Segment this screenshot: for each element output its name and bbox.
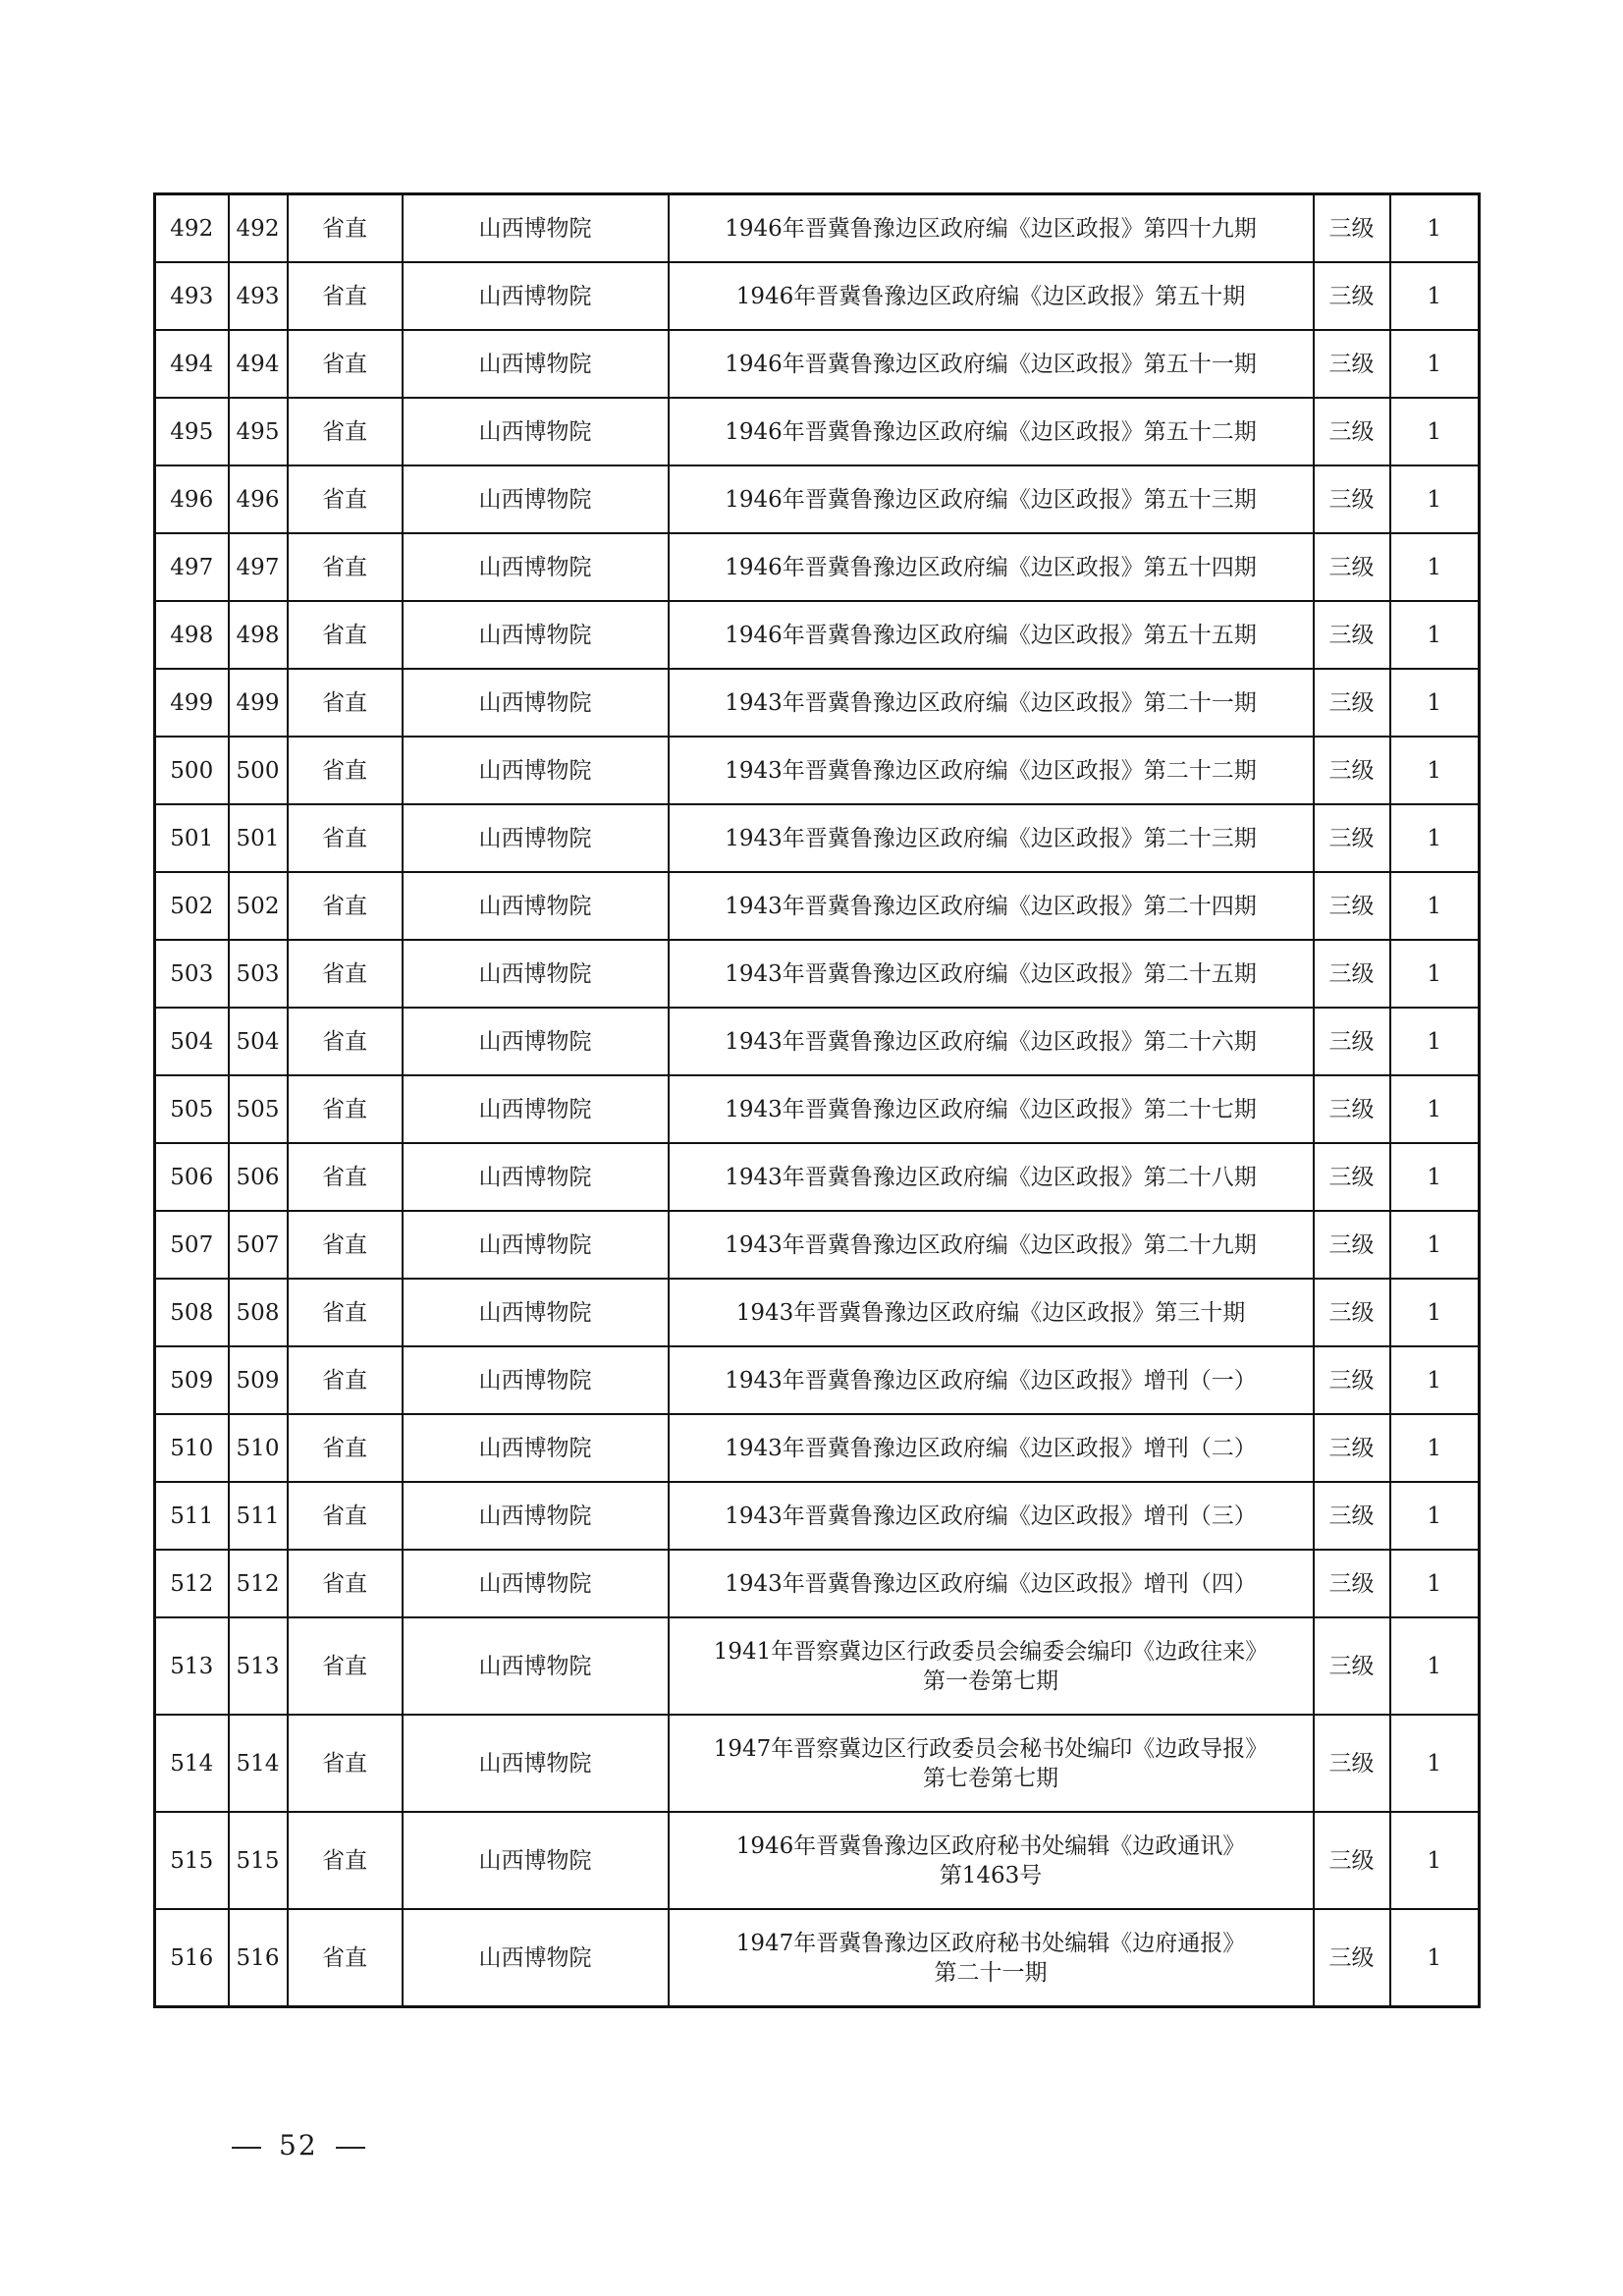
table-row (155, 1211, 1480, 1279)
cell-level: 省直 (288, 194, 403, 263)
cell-number: 493 (229, 262, 288, 330)
cell-count: 1 (1390, 1008, 1480, 1075)
title-line: 第1463号 (939, 1862, 1043, 1888)
title-line: 1946年晋冀鲁豫边区政府秘书处编辑《边政通讯》 (735, 1832, 1246, 1859)
cell-number: 516 (229, 1909, 288, 2007)
cell-grade: 三级 (1314, 398, 1390, 465)
cell-number: 505 (229, 1075, 288, 1143)
cell-grade: 三级 (1314, 1414, 1390, 1482)
cell-grade: 三级 (1314, 194, 1390, 263)
cell-title (669, 533, 1314, 601)
title-line: 1943年晋冀鲁豫边区政府编《边区政报》第二十二期 (725, 757, 1257, 784)
page-number: 52 (279, 2129, 318, 2161)
cell-title (669, 601, 1314, 669)
cell-title (669, 1279, 1314, 1346)
cell-count: 1 (1390, 1346, 1480, 1414)
cell-number: 499 (229, 669, 288, 737)
cell-count: 1 (1390, 1617, 1480, 1715)
cell-number: 495 (229, 398, 288, 465)
cell-grade: 三级 (1314, 1909, 1390, 2007)
cell-count: 1 (1390, 1075, 1480, 1143)
title-line: 第七卷第七期 (923, 1765, 1058, 1791)
page-footer (232, 2129, 365, 2162)
title-line: 1943年晋冀鲁豫边区政府编《边区政报》第二十六期 (725, 1028, 1257, 1055)
cell-title (669, 804, 1314, 872)
cell-seq: 516 (155, 1909, 229, 2007)
cell-count: 1 (1390, 940, 1480, 1008)
footer-dash-right (336, 2147, 365, 2149)
cell-title (669, 1211, 1314, 1279)
cell-number: 513 (229, 1617, 288, 1715)
cell-unit: 山西博物院 (403, 262, 669, 330)
cell-title (669, 1550, 1314, 1617)
cell-seq: 498 (155, 601, 229, 669)
cell-level: 省直 (288, 1812, 403, 1909)
cell-number: 506 (229, 1143, 288, 1211)
table-row (155, 194, 1480, 263)
cell-grade: 三级 (1314, 872, 1390, 940)
title-line: 1947年晋冀鲁豫边区政府秘书处编辑《边府通报》 (735, 1930, 1246, 1956)
cell-unit: 山西博物院 (403, 1414, 669, 1482)
cell-seq: 508 (155, 1279, 229, 1346)
table-row (155, 1075, 1480, 1143)
cell-title (669, 1812, 1314, 1909)
title-line: 1943年晋冀鲁豫边区政府编《边区政报》第二十五期 (725, 960, 1257, 987)
cell-level: 省直 (288, 1414, 403, 1482)
cell-unit: 山西博物院 (403, 1008, 669, 1075)
cell-grade: 三级 (1314, 1075, 1390, 1143)
cell-count: 1 (1390, 1279, 1480, 1346)
cell-seq: 492 (155, 194, 229, 263)
cell-unit: 山西博物院 (403, 194, 669, 263)
cell-number: 507 (229, 1211, 288, 1279)
cell-title (669, 465, 1314, 533)
table-row (155, 940, 1480, 1008)
table-row (155, 398, 1480, 465)
cell-unit: 山西博物院 (403, 1812, 669, 1909)
cell-level: 省直 (288, 601, 403, 669)
table-row (155, 669, 1480, 737)
title-line: 1943年晋冀鲁豫边区政府编《边区政报》增刊（三） (725, 1503, 1257, 1529)
title-line: 1943年晋冀鲁豫边区政府编《边区政报》增刊（二） (725, 1435, 1257, 1461)
cell-level: 省直 (288, 1346, 403, 1414)
cell-unit: 山西博物院 (403, 1143, 669, 1211)
cell-seq: 510 (155, 1414, 229, 1482)
cell-number: 500 (229, 737, 288, 804)
cell-count: 1 (1390, 872, 1480, 940)
title-line: 1947年晋察冀边区行政委员会秘书处编印《边政导报》 (713, 1735, 1269, 1762)
cell-unit: 山西博物院 (403, 669, 669, 737)
title-line: 1943年晋冀鲁豫边区政府编《边区政报》第二十七期 (725, 1096, 1257, 1122)
table-row (155, 1008, 1480, 1075)
table-row (155, 1550, 1480, 1617)
cell-grade: 三级 (1314, 669, 1390, 737)
cell-seq: 512 (155, 1550, 229, 1617)
cell-grade: 三级 (1314, 1482, 1390, 1550)
table-row (155, 1617, 1480, 1715)
title-line: 1946年晋冀鲁豫边区政府编《边区政报》第五十一期 (725, 351, 1257, 377)
table-row (155, 1279, 1480, 1346)
cell-count: 1 (1390, 669, 1480, 737)
cell-grade: 三级 (1314, 1812, 1390, 1909)
cell-seq: 499 (155, 669, 229, 737)
cell-seq: 496 (155, 465, 229, 533)
title-line: 1941年晋察冀边区行政委员会编委会编印《边政往来》 (713, 1638, 1269, 1665)
cell-seq: 493 (155, 262, 229, 330)
cell-number: 503 (229, 940, 288, 1008)
cell-title (669, 1143, 1314, 1211)
table-row (155, 330, 1480, 398)
cell-unit: 山西博物院 (403, 1617, 669, 1715)
cell-count: 1 (1390, 1414, 1480, 1482)
cell-number: 512 (229, 1550, 288, 1617)
table-row (155, 1715, 1480, 1812)
cell-count: 1 (1390, 804, 1480, 872)
title-line: 1943年晋冀鲁豫边区政府编《边区政报》第二十八期 (725, 1164, 1257, 1190)
cell-grade: 三级 (1314, 262, 1390, 330)
cell-grade: 三级 (1314, 465, 1390, 533)
cell-unit: 山西博物院 (403, 330, 669, 398)
cell-level: 省直 (288, 330, 403, 398)
cell-unit: 山西博物院 (403, 1909, 669, 2007)
cell-seq: 515 (155, 1812, 229, 1909)
cell-grade: 三级 (1314, 330, 1390, 398)
cell-number: 514 (229, 1715, 288, 1812)
cell-title (669, 1715, 1314, 1812)
cell-number: 501 (229, 804, 288, 872)
relic-table (153, 192, 1481, 2008)
table-body (155, 194, 1480, 2007)
cell-seq: 507 (155, 1211, 229, 1279)
cell-title (669, 940, 1314, 1008)
cell-count: 1 (1390, 330, 1480, 398)
cell-grade: 三级 (1314, 1143, 1390, 1211)
title-line: 1946年晋冀鲁豫边区政府编《边区政报》第五十三期 (725, 486, 1257, 513)
table-row (155, 1346, 1480, 1414)
table-row (155, 533, 1480, 601)
title-line: 1946年晋冀鲁豫边区政府编《边区政报》第五十期 (735, 283, 1246, 309)
cell-level: 省直 (288, 398, 403, 465)
cell-level: 省直 (288, 1279, 403, 1346)
cell-count: 1 (1390, 1715, 1480, 1812)
cell-number: 511 (229, 1482, 288, 1550)
cell-level: 省直 (288, 1008, 403, 1075)
cell-unit: 山西博物院 (403, 1715, 669, 1812)
cell-unit: 山西博物院 (403, 940, 669, 1008)
cell-seq: 502 (155, 872, 229, 940)
cell-count: 1 (1390, 262, 1480, 330)
cell-grade: 三级 (1314, 1715, 1390, 1812)
cell-level: 省直 (288, 1909, 403, 2007)
cell-level: 省直 (288, 872, 403, 940)
cell-number: 515 (229, 1812, 288, 1909)
cell-grade: 三级 (1314, 1211, 1390, 1279)
cell-grade: 三级 (1314, 940, 1390, 1008)
cell-unit: 山西博物院 (403, 737, 669, 804)
cell-grade: 三级 (1314, 1346, 1390, 1414)
cell-number: 509 (229, 1346, 288, 1414)
cell-level: 省直 (288, 533, 403, 601)
table-row (155, 262, 1480, 330)
cell-unit: 山西博物院 (403, 533, 669, 601)
cell-grade: 三级 (1314, 737, 1390, 804)
cell-unit: 山西博物院 (403, 804, 669, 872)
cell-level: 省直 (288, 737, 403, 804)
cell-seq: 495 (155, 398, 229, 465)
cell-grade: 三级 (1314, 1550, 1390, 1617)
cell-title (669, 330, 1314, 398)
cell-seq: 509 (155, 1346, 229, 1414)
cell-unit: 山西博物院 (403, 872, 669, 940)
cell-count: 1 (1390, 1909, 1480, 2007)
table-row (155, 737, 1480, 804)
table-row (155, 1812, 1480, 1909)
cell-level: 省直 (288, 1143, 403, 1211)
cell-level: 省直 (288, 940, 403, 1008)
cell-unit: 山西博物院 (403, 1346, 669, 1414)
cell-level: 省直 (288, 1715, 403, 1812)
cell-seq: 513 (155, 1617, 229, 1715)
title-line: 1943年晋冀鲁豫边区政府编《边区政报》增刊（四） (725, 1570, 1257, 1597)
table-row (155, 1482, 1480, 1550)
title-line: 1943年晋冀鲁豫边区政府编《边区政报》增刊（一） (725, 1367, 1257, 1394)
cell-level: 省直 (288, 669, 403, 737)
cell-count: 1 (1390, 1211, 1480, 1279)
title-line: 1943年晋冀鲁豫边区政府编《边区政报》第二十三期 (725, 825, 1257, 851)
table-row (155, 465, 1480, 533)
cell-seq: 505 (155, 1075, 229, 1143)
cell-level: 省直 (288, 1211, 403, 1279)
cell-seq: 501 (155, 804, 229, 872)
cell-level: 省直 (288, 1482, 403, 1550)
cell-number: 508 (229, 1279, 288, 1346)
cell-level: 省直 (288, 1075, 403, 1143)
cell-title (669, 398, 1314, 465)
title-line: 第二十一期 (934, 1959, 1048, 1986)
cell-number: 498 (229, 601, 288, 669)
cell-title (669, 1617, 1314, 1715)
cell-unit: 山西博物院 (403, 1482, 669, 1550)
cell-seq: 497 (155, 533, 229, 601)
title-line: 1943年晋冀鲁豫边区政府编《边区政报》第二十九期 (725, 1231, 1257, 1258)
cell-number: 510 (229, 1414, 288, 1482)
cell-level: 省直 (288, 465, 403, 533)
cell-grade: 三级 (1314, 1617, 1390, 1715)
title-line: 第一卷第七期 (923, 1667, 1058, 1694)
cell-count: 1 (1390, 533, 1480, 601)
title-line: 1946年晋冀鲁豫边区政府编《边区政报》第五十五期 (725, 622, 1257, 648)
cell-title (669, 872, 1314, 940)
cell-unit: 山西博物院 (403, 601, 669, 669)
cell-count: 1 (1390, 1482, 1480, 1550)
cell-number: 502 (229, 872, 288, 940)
cell-title (669, 669, 1314, 737)
cell-seq: 511 (155, 1482, 229, 1550)
title-line: 1946年晋冀鲁豫边区政府编《边区政报》第四十九期 (725, 215, 1257, 242)
cell-count: 1 (1390, 398, 1480, 465)
cell-number: 494 (229, 330, 288, 398)
cell-grade: 三级 (1314, 601, 1390, 669)
cell-seq: 494 (155, 330, 229, 398)
cell-count: 1 (1390, 1143, 1480, 1211)
title-line: 1946年晋冀鲁豫边区政府编《边区政报》第五十二期 (725, 418, 1257, 445)
cell-level: 省直 (288, 262, 403, 330)
cell-count: 1 (1390, 737, 1480, 804)
table-row (155, 804, 1480, 872)
table-row (155, 1909, 1480, 2007)
cell-title (669, 737, 1314, 804)
title-line: 1946年晋冀鲁豫边区政府编《边区政报》第五十四期 (725, 554, 1257, 580)
cell-title (669, 194, 1314, 263)
cell-unit: 山西博物院 (403, 1550, 669, 1617)
cell-count: 1 (1390, 194, 1480, 263)
cell-count: 1 (1390, 465, 1480, 533)
cell-unit: 山西博物院 (403, 1075, 669, 1143)
cell-number: 497 (229, 533, 288, 601)
cell-grade: 三级 (1314, 1279, 1390, 1346)
footer-dash-left (232, 2147, 261, 2149)
cell-title (669, 1075, 1314, 1143)
cell-level: 省直 (288, 804, 403, 872)
cell-title (669, 1008, 1314, 1075)
title-line: 1943年晋冀鲁豫边区政府编《边区政报》第二十四期 (725, 893, 1257, 919)
cell-seq: 506 (155, 1143, 229, 1211)
cell-level: 省直 (288, 1617, 403, 1715)
cell-seq: 500 (155, 737, 229, 804)
cell-unit: 山西博物院 (403, 465, 669, 533)
cell-title (669, 1346, 1314, 1414)
cell-grade: 三级 (1314, 804, 1390, 872)
cell-level: 省直 (288, 1550, 403, 1617)
cell-number: 496 (229, 465, 288, 533)
cell-seq: 514 (155, 1715, 229, 1812)
cell-grade: 三级 (1314, 1008, 1390, 1075)
cell-count: 1 (1390, 601, 1480, 669)
title-line: 1943年晋冀鲁豫边区政府编《边区政报》第三十期 (735, 1299, 1246, 1326)
cell-number: 492 (229, 194, 288, 263)
table-row (155, 872, 1480, 940)
cell-grade: 三级 (1314, 533, 1390, 601)
cell-seq: 503 (155, 940, 229, 1008)
cell-count: 1 (1390, 1812, 1480, 1909)
cell-seq: 504 (155, 1008, 229, 1075)
cell-unit: 山西博物院 (403, 1211, 669, 1279)
table-row (155, 601, 1480, 669)
cell-title (669, 1414, 1314, 1482)
cell-title (669, 1909, 1314, 2007)
cell-number: 504 (229, 1008, 288, 1075)
cell-unit: 山西博物院 (403, 398, 669, 465)
title-line: 1943年晋冀鲁豫边区政府编《边区政报》第二十一期 (725, 689, 1257, 716)
table-row (155, 1414, 1480, 1482)
cell-title (669, 1482, 1314, 1550)
cell-unit: 山西博物院 (403, 1279, 669, 1346)
table-row (155, 1143, 1480, 1211)
cell-count: 1 (1390, 1550, 1480, 1617)
cell-title (669, 262, 1314, 330)
